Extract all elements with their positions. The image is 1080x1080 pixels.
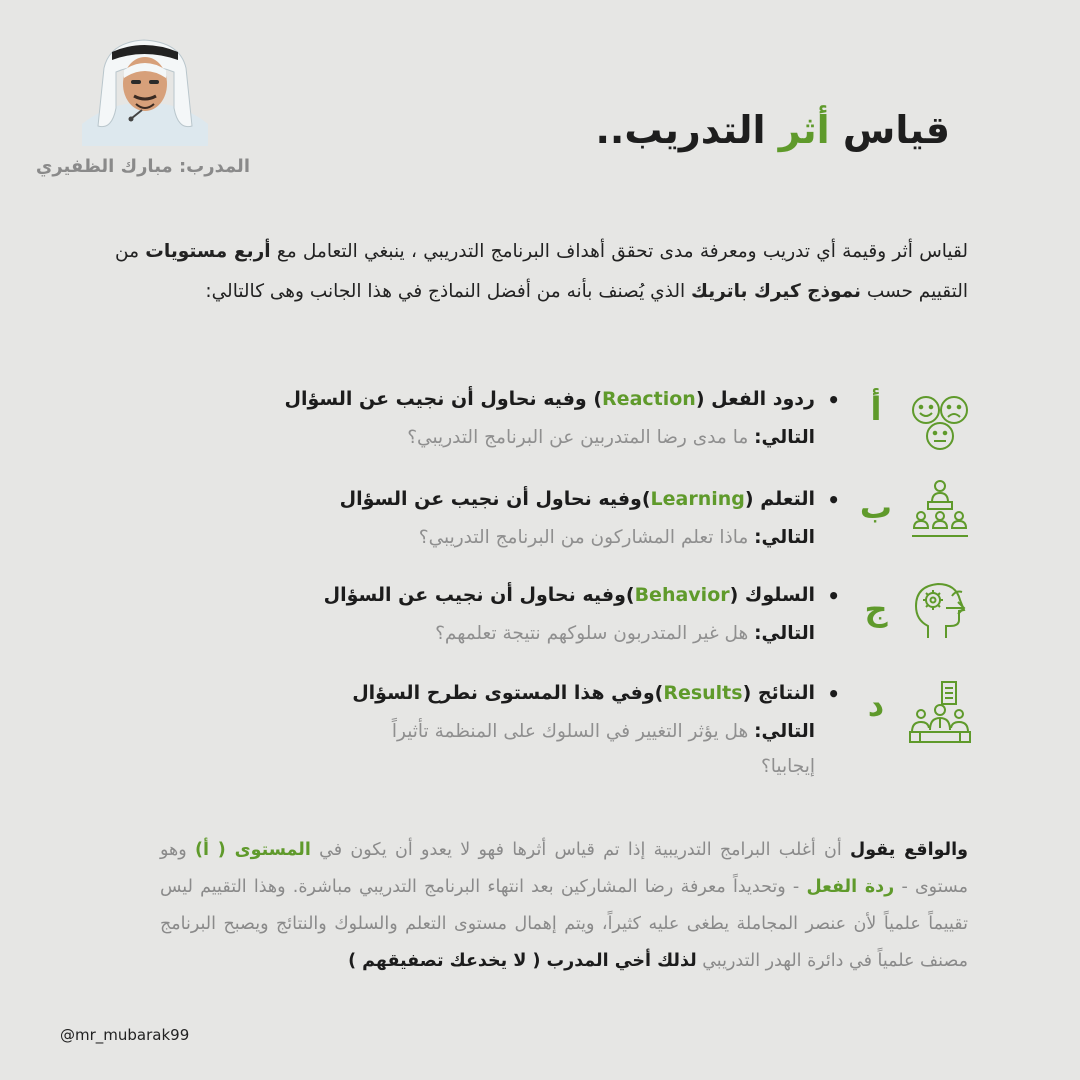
outro-dark-1: والواقع يقول xyxy=(850,840,968,860)
page-title xyxy=(595,108,950,152)
question-label: التالي: xyxy=(754,427,815,448)
outro-dark-2: لذلك أخي المدرب ( لا يخدعك تصفيقهم ) xyxy=(348,951,697,971)
intro-text-2: من التقييم حسب xyxy=(115,241,968,302)
question-text: هل يؤثر التغيير في السلوك على المنظمة تأثيراً إيجابيا؟ xyxy=(391,721,815,777)
bullet: • xyxy=(827,584,840,608)
classroom-icon xyxy=(908,478,972,542)
level-term: Behavior xyxy=(634,584,730,606)
level-heading-b: )وفيه نحاول أن نجيب عن السؤال xyxy=(339,488,651,510)
question-text: ما مدى رضا المتدربين عن البرنامج التدريبي؟ xyxy=(407,427,755,448)
level-heading-a: ردود الفعل ( xyxy=(695,388,815,410)
level-heading xyxy=(284,388,840,412)
intro-paragraph xyxy=(115,232,968,312)
level-heading xyxy=(339,488,840,512)
faces-icon xyxy=(908,392,972,456)
level-question xyxy=(284,420,815,455)
level-reaction xyxy=(284,388,840,455)
level-heading-a: التعلم ( xyxy=(744,488,815,510)
level-heading-a: السلوك ( xyxy=(729,584,815,606)
level-question xyxy=(385,714,815,784)
intro-text-3: الذي يُصنف بأنه من أفضل النماذج في هذا الجانب وهى كالتالي: xyxy=(205,281,691,302)
closing-paragraph xyxy=(160,832,968,980)
level-letter-d: د xyxy=(867,686,885,724)
title-word-highlight: أثر xyxy=(778,108,830,152)
bullet: • xyxy=(827,488,840,512)
intro-bold-levels: أربع مستويات xyxy=(145,241,271,262)
level-letter-a: أ xyxy=(870,390,882,428)
question-label: التالي: xyxy=(754,527,815,548)
title-word-1: قياس xyxy=(842,108,950,152)
question-label: التالي: xyxy=(754,721,815,742)
level-heading-b: )وفيه نحاول أن نجيب عن السؤال xyxy=(323,584,635,606)
intro-bold-model: نموذج كيرك باتريك xyxy=(690,281,861,302)
team-results-icon xyxy=(908,680,972,744)
title-word-3: التدريب.. xyxy=(595,108,766,152)
level-behavior xyxy=(323,584,840,651)
bullet: • xyxy=(827,388,840,412)
level-heading-b: ) وفيه نحاول أن نجيب عن السؤال xyxy=(284,388,603,410)
level-term: Learning xyxy=(650,488,745,510)
level-heading xyxy=(352,682,840,706)
level-heading xyxy=(323,584,840,608)
level-letter-b: ب xyxy=(859,488,893,526)
social-handle: @mr_mubarak99 xyxy=(60,1026,190,1044)
level-letter-c: ج xyxy=(864,590,888,628)
trainer-avatar xyxy=(82,38,208,146)
level-results xyxy=(352,682,840,784)
mind-gear-icon xyxy=(908,576,972,640)
level-heading-a: النتائج ( xyxy=(742,682,815,704)
intro-text-1: لقياس أثر وقيمة أي تدريب ومعرفة مدى تحقق أهداف البرنامج التدريبي ، ينبغي التعامل مع xyxy=(270,241,968,262)
outro-text-3: - وتحديداً معرفة رضا المشاركين بعد انتهاء البرنامج التدريبي مباشرة. وهذا التقييم ليس تقييماً علمياً لأن عنصر المجاملة يطغى عليه كثيراً، ويتم إهمال مستوى التعلم والسلوك والنتائج ويصبح البرنامج مصنف علمياً في دائرة الهدر التدريبي xyxy=(160,877,968,971)
level-term: Results xyxy=(663,682,743,704)
level-learning xyxy=(339,488,840,555)
level-question xyxy=(340,520,815,555)
question-text: ماذا تعلم المشاركون من البرنامج التدريبي؟ xyxy=(418,527,755,548)
outro-green-level: المستوى ( أ) xyxy=(195,840,311,860)
question-label: التالي: xyxy=(754,623,815,644)
bullet: • xyxy=(827,682,840,706)
outro-text-2: وهو مستوى - xyxy=(160,840,968,897)
level-question xyxy=(324,616,815,651)
question-text: هل غير المتدربون سلوكهم نتيجة تعلمهم؟ xyxy=(435,623,755,644)
outro-green-reaction: ردة الفعل xyxy=(806,877,895,897)
outro-text-1: أن أغلب البرامج التدريبية إذا تم قياس أثرها فهو لا يعدو أن يكون في xyxy=(310,840,851,860)
trainer-name: المدرب: مبارك الظفيري xyxy=(35,156,250,177)
level-heading-b: )وفي هذا المستوى نطرح السؤال xyxy=(352,682,664,704)
level-term: Reaction xyxy=(602,388,696,410)
